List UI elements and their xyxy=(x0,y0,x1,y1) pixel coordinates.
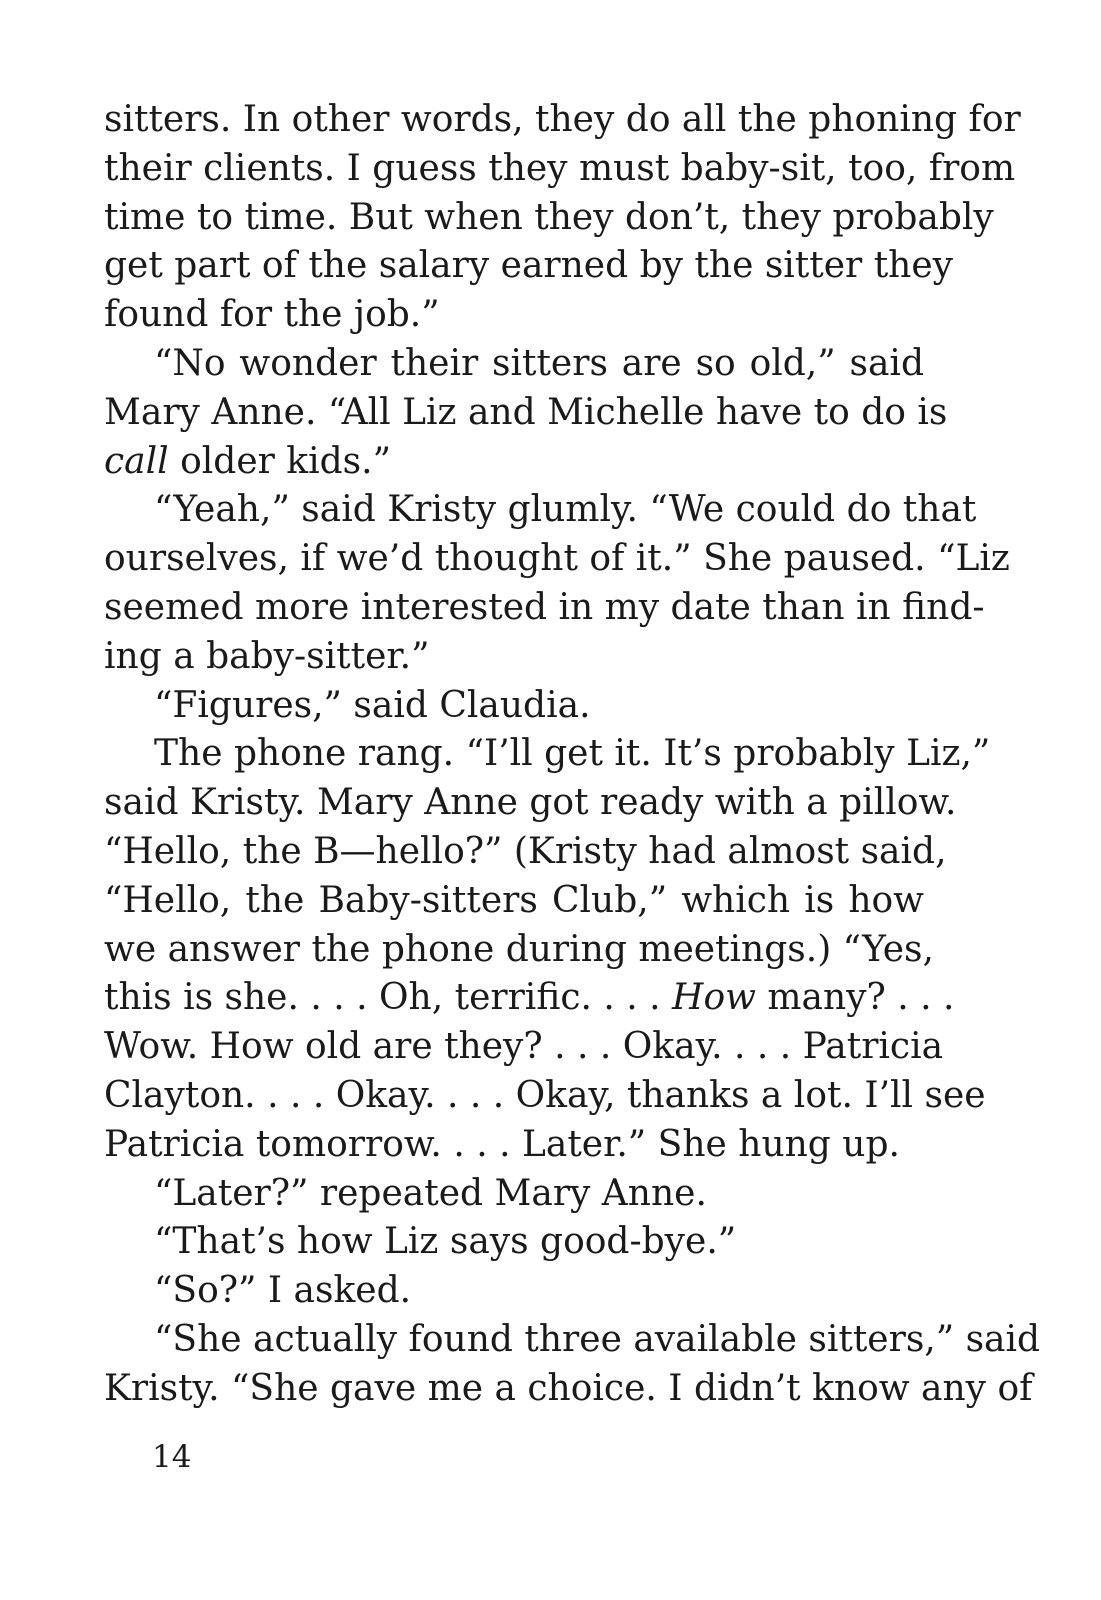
text-segment: found for the job.” xyxy=(104,294,440,336)
text-line xyxy=(104,828,947,877)
text-segment: Clayton. . . . Okay. . . . Okay, thanks a lot. I’ll see xyxy=(104,1074,986,1116)
text-line xyxy=(104,779,957,828)
text-segment: “So?” I asked. xyxy=(154,1270,412,1312)
text-line xyxy=(104,535,1010,584)
text-segment: Kristy. “She gave me a choice. I didn’t know any of xyxy=(104,1367,1033,1409)
text-line xyxy=(104,1072,986,1121)
text-line xyxy=(104,633,924,682)
text-line xyxy=(104,145,1016,194)
text-line xyxy=(104,291,924,340)
text-line xyxy=(104,340,924,389)
text-segment: seemed more interested in my date than in find- xyxy=(104,586,985,628)
text-line xyxy=(104,877,924,926)
text-line xyxy=(104,1267,924,1316)
text-segment: “That’s how Liz says good-bye.” xyxy=(154,1221,737,1263)
text-segment: many? . . . xyxy=(755,977,955,1019)
italic-text-segment: call xyxy=(104,440,169,482)
text-line xyxy=(104,926,934,975)
text-line xyxy=(104,974,955,1023)
text-line xyxy=(104,438,924,487)
text-segment: get part of the salary earned by the sitter they xyxy=(104,245,953,287)
text-segment: “She actually found three available sitters,” said xyxy=(154,1318,1041,1360)
text-segment: this is she. . . . Oh, terrific. . . . xyxy=(104,977,673,1019)
text-line xyxy=(104,1316,1041,1365)
text-segment: older kids.” xyxy=(168,440,391,482)
text-segment: ourselves, if we’d thought of it.” She paused. “Liz xyxy=(104,538,1010,580)
text-segment: we answer the phone during meetings.) “Yes, xyxy=(104,928,934,970)
text-segment: time to time. But when they don’t, they probably xyxy=(104,196,994,238)
text-line xyxy=(104,486,977,535)
text-line xyxy=(104,682,924,731)
text-segment: The phone rang. “I’ll get it. It’s probably Liz,” xyxy=(154,733,991,775)
text-line xyxy=(104,242,953,291)
text-segment: “Hello, the Baby-sitters Club,” which is how xyxy=(104,879,924,921)
text-segment: Mary Anne. “All Liz and Michelle have to do is xyxy=(104,391,948,433)
text-segment: their clients. I guess they must baby-sit, too, from xyxy=(104,147,1016,189)
text-segment: “Figures,” said Claudia. xyxy=(154,684,591,726)
text-line xyxy=(104,1218,924,1267)
text-line xyxy=(104,1121,924,1170)
text-line xyxy=(104,1170,924,1219)
italic-text-segment: How xyxy=(672,977,756,1019)
page-body-text xyxy=(104,96,1041,1414)
text-line xyxy=(104,584,985,633)
text-segment: sitters. In other words, they do all the phoning for xyxy=(104,99,1021,140)
text-line xyxy=(104,194,994,243)
text-segment: “Yeah,” said Kristy glumly. “We could do that xyxy=(154,489,977,531)
text-line xyxy=(104,389,948,438)
text-segment: Wow. How old are they? . . . Okay. . . . Patricia xyxy=(104,1026,944,1068)
text-line xyxy=(104,96,1021,145)
text-segment: “Hello, the B—hello?” (Kristy had almost said, xyxy=(104,830,947,872)
page-number: 14 xyxy=(152,1439,192,1475)
text-segment: “No wonder their sitters are so old,” said xyxy=(154,342,924,384)
text-line xyxy=(104,1365,1033,1414)
text-segment: said Kristy. Mary Anne got ready with a pillow. xyxy=(104,782,957,824)
text-segment: “Later?” repeated Mary Anne. xyxy=(154,1172,707,1214)
text-segment: ing a baby-sitter.” xyxy=(104,635,430,677)
text-line xyxy=(104,730,991,779)
text-segment: Patricia tomorrow. . . . Later.” She hung up. xyxy=(104,1123,900,1165)
text-line xyxy=(104,1023,944,1072)
